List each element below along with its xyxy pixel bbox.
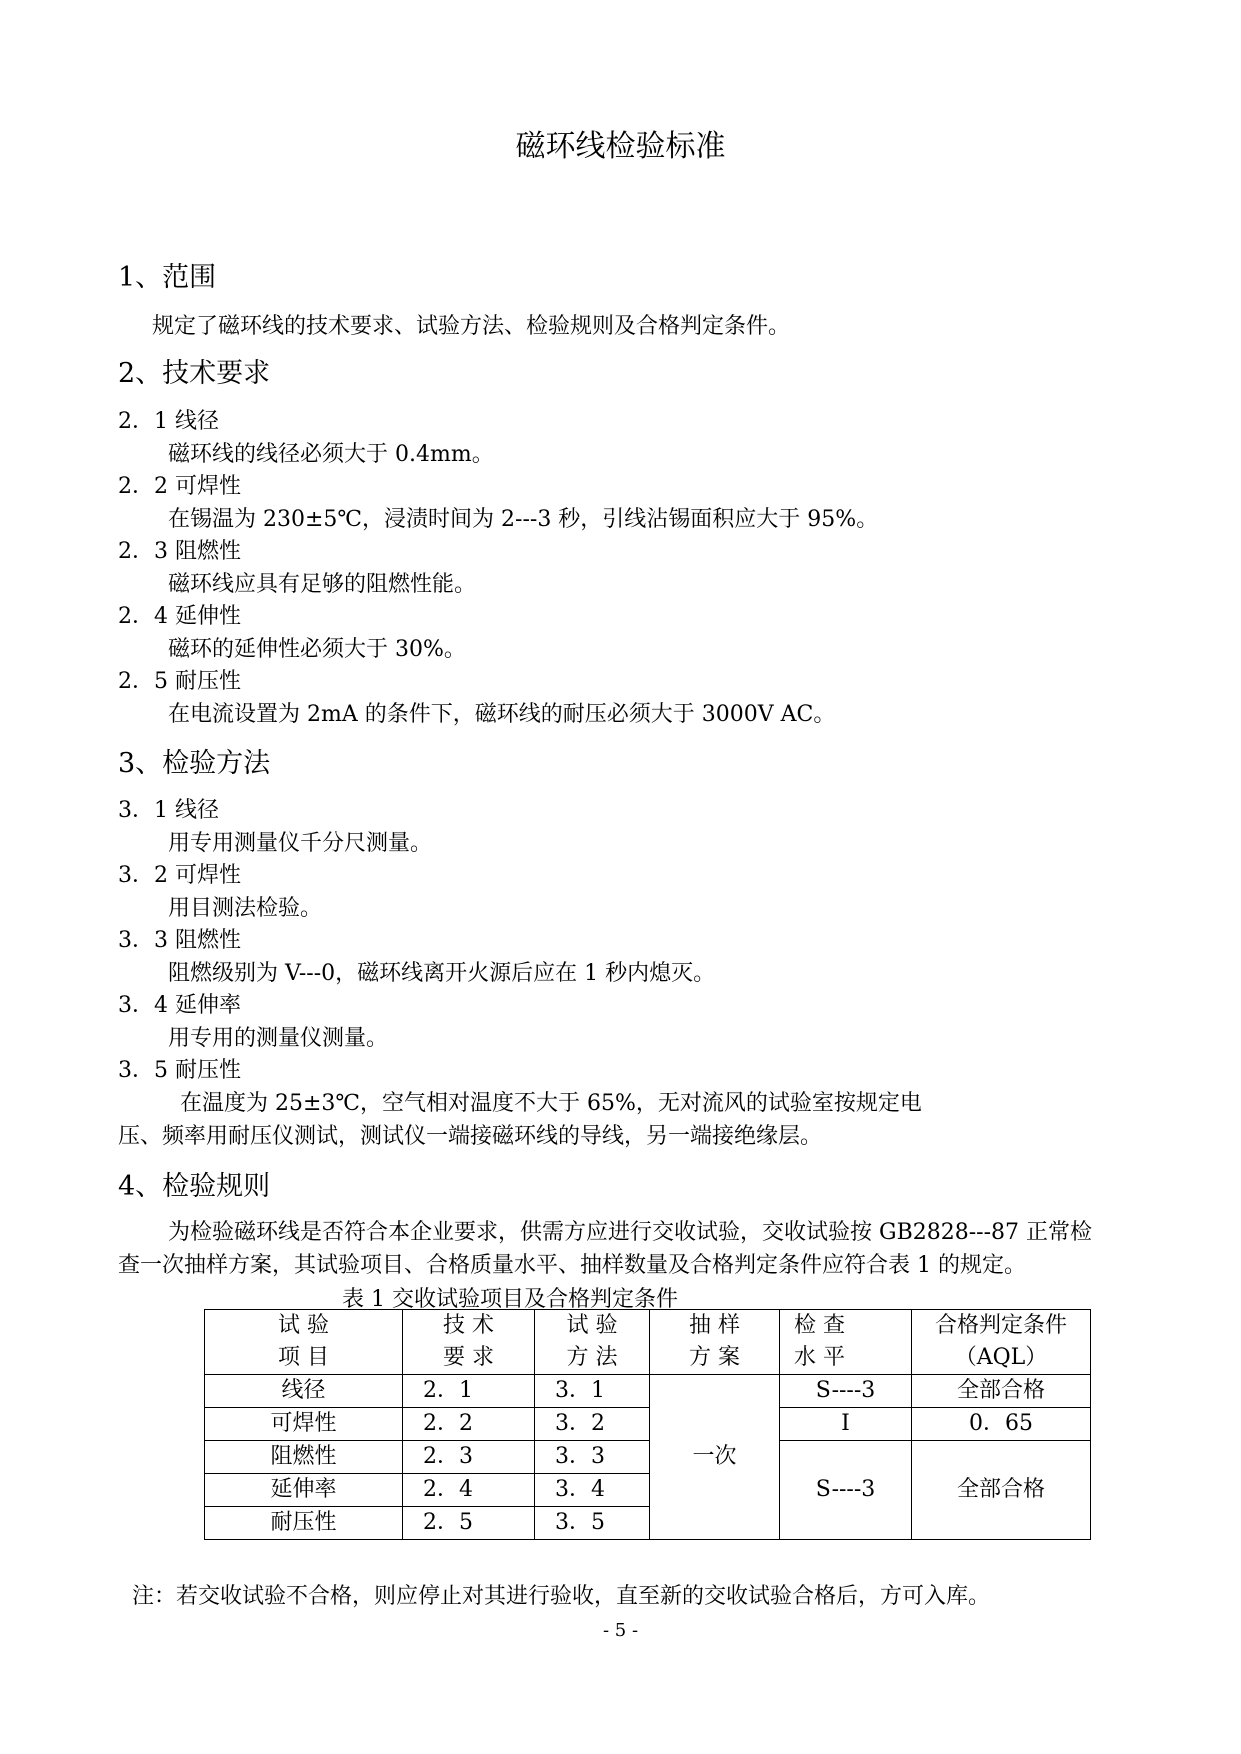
cell-sampling-plan: 一次 bbox=[650, 1375, 780, 1540]
cell-aql: 全部合格 bbox=[912, 1441, 1091, 1540]
clause-2-2-label: 2．2 可焊性 bbox=[118, 474, 241, 499]
cell-method: 3．4 bbox=[535, 1474, 650, 1507]
cell-requirement: 2．3 bbox=[403, 1441, 535, 1474]
footnote: 注：若交收试验不合格，则应停止对其进行验收，直至新的交收试验合格后，方可入库。 bbox=[132, 1584, 991, 1609]
cell-requirement: 2．1 bbox=[403, 1375, 535, 1408]
cell-item: 阻燃性 bbox=[205, 1441, 403, 1474]
clause-3-4-label: 3．4 延伸率 bbox=[118, 993, 241, 1018]
clause-2-5-text: 在电流设置为 2mA 的条件下，磁环线的耐压必须大于 3000V AC。 bbox=[168, 702, 836, 727]
cell-level: Ⅰ bbox=[780, 1408, 912, 1441]
cell-item: 线径 bbox=[205, 1375, 403, 1408]
clause-3-2-text: 用目测法检验。 bbox=[168, 896, 323, 921]
cell-method: 3．3 bbox=[535, 1441, 650, 1474]
clause-2-4-text: 磁环的延伸性必须大于 30%。 bbox=[168, 637, 466, 662]
cell-aql: 0．65 bbox=[912, 1408, 1091, 1441]
clause-2-3-text: 磁环线应具有足够的阻燃性能。 bbox=[168, 572, 477, 597]
header-tech-requirement: 技 术 要 求 bbox=[403, 1310, 535, 1375]
section-2-heading: 2、技术要求 bbox=[118, 358, 271, 389]
clause-2-4-label: 2．4 延伸性 bbox=[118, 604, 241, 629]
section-4-heading: 4、检验规则 bbox=[118, 1171, 271, 1202]
clause-2-3-label: 2．3 阻燃性 bbox=[118, 539, 241, 564]
cell-requirement: 2．2 bbox=[403, 1408, 535, 1441]
cell-method: 3．5 bbox=[535, 1507, 650, 1540]
table-row bbox=[205, 1375, 1091, 1408]
cell-requirement: 2．4 bbox=[403, 1474, 535, 1507]
section-1-heading: 1、范围 bbox=[118, 262, 217, 293]
cell-method: 3．1 bbox=[535, 1375, 650, 1408]
clause-3-3-text: 阻燃级别为 V---0，磁环线离开火源后应在 1 秒内熄灭。 bbox=[168, 961, 716, 986]
section-4-text-line1: 为检验磁环线是否符合本企业要求，供需方应进行交收试验，交收试验按 GB2828---87 正常检 bbox=[168, 1220, 1093, 1245]
clause-2-5-label: 2．5 耐压性 bbox=[118, 669, 241, 694]
cell-item: 可焊性 bbox=[205, 1408, 403, 1441]
clause-3-5-text-line1: 在温度为 25±3℃，空气相对温度不大于 65%，无对流风的试验室按规定电 bbox=[180, 1091, 922, 1116]
clause-3-4-text: 用专用的测量仪测量。 bbox=[168, 1026, 389, 1051]
header-test-item: 试 验 项 目 bbox=[205, 1310, 403, 1375]
page-title: 磁环线检验标准 bbox=[515, 129, 726, 164]
clause-2-1-label: 2．1 线径 bbox=[118, 409, 219, 434]
clause-3-2-label: 3．2 可焊性 bbox=[118, 863, 241, 888]
clause-3-5-text-line2: 压、频率用耐压仪测试，测试仪一端接磁环线的导线，另一端接绝缘层。 bbox=[118, 1124, 823, 1149]
acceptance-test-table bbox=[204, 1309, 1091, 1540]
cell-aql: 全部合格 bbox=[912, 1375, 1091, 1408]
cell-level: S----3 bbox=[780, 1441, 912, 1540]
clause-2-1-text: 磁环线的线径必须大于 0.4mm。 bbox=[168, 442, 494, 467]
header-sampling-plan: 抽 样 方 案 bbox=[650, 1310, 780, 1375]
page-number: - 5 - bbox=[602, 1620, 639, 1641]
header-inspection-level: 检 查 水 平 bbox=[780, 1310, 912, 1375]
clause-3-1-text: 用专用测量仪千分尺测量。 bbox=[168, 831, 433, 856]
table-header-row bbox=[205, 1310, 1091, 1375]
clause-3-5-label: 3．5 耐压性 bbox=[118, 1058, 241, 1083]
cell-level: S----3 bbox=[780, 1375, 912, 1408]
cell-method: 3．2 bbox=[535, 1408, 650, 1441]
section-4-text-line2: 查一次抽样方案，其试验项目、合格质量水平、抽样数量及合格判定条件应符合表 1 的规定。 bbox=[118, 1253, 1026, 1278]
cell-requirement: 2．5 bbox=[403, 1507, 535, 1540]
table-row bbox=[205, 1441, 1091, 1474]
table-row bbox=[205, 1408, 1091, 1441]
cell-item: 耐压性 bbox=[205, 1507, 403, 1540]
table-caption: 表 1 交收试验项目及合格判定条件 bbox=[342, 1287, 678, 1312]
cell-item: 延伸率 bbox=[205, 1474, 403, 1507]
clause-3-3-label: 3．3 阻燃性 bbox=[118, 928, 241, 953]
header-aql: 合格判定条件 （AQL） bbox=[912, 1310, 1091, 1375]
section-1-text: 规定了磁环线的技术要求、试验方法、检验规则及合格判定条件。 bbox=[152, 314, 791, 339]
clause-3-1-label: 3．1 线径 bbox=[118, 798, 219, 823]
section-3-heading: 3、检验方法 bbox=[118, 748, 271, 779]
header-test-method: 试 验 方 法 bbox=[535, 1310, 650, 1375]
clause-2-2-text: 在锡温为 230±5℃，浸渍时间为 2---3 秒，引线沾锡面积应大于 95%。 bbox=[168, 507, 879, 532]
